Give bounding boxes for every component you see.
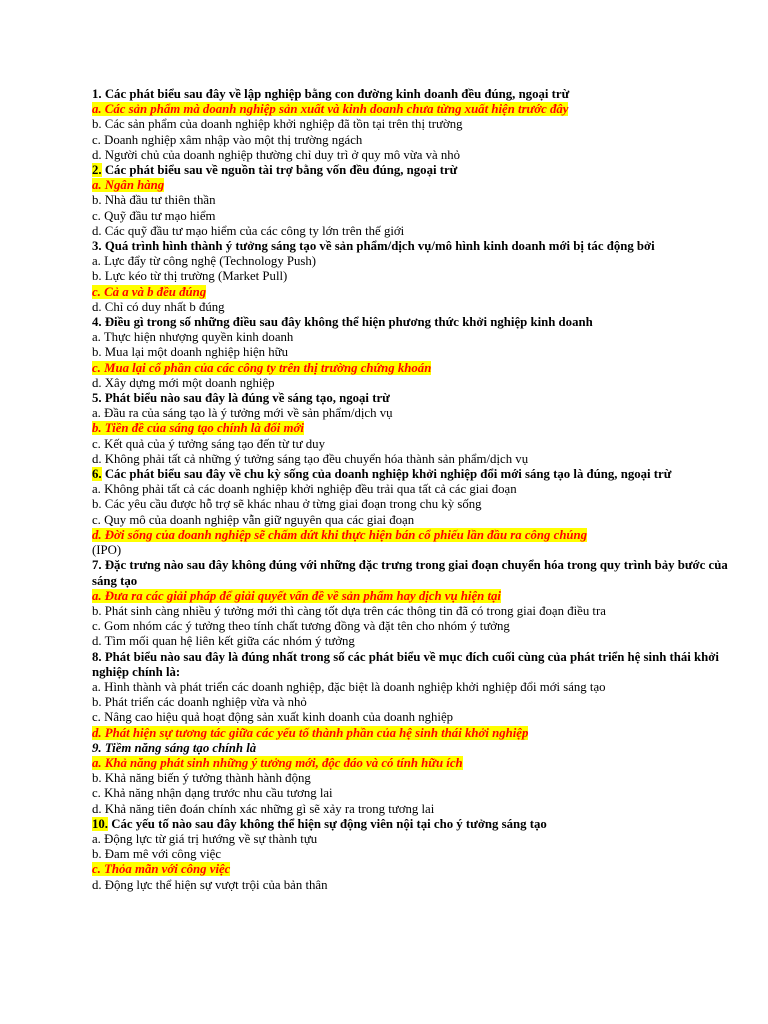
answer-option	[92, 452, 732, 467]
answer-option	[92, 254, 732, 269]
question-title	[92, 817, 732, 832]
option-text: d. Xây dựng mới một doanh nghiệp	[92, 375, 275, 390]
option-text: b. Khả năng biến ý tưởng thành hành động	[92, 771, 311, 786]
answer-option	[92, 847, 732, 862]
answer-option	[92, 117, 732, 132]
question-block	[92, 817, 732, 893]
answer-option	[92, 710, 732, 725]
question-number: 8.	[92, 649, 102, 664]
answer-option	[92, 497, 732, 512]
question-block	[92, 467, 732, 558]
answer-option	[92, 300, 732, 315]
question-title	[92, 163, 732, 178]
correct-answer-option	[92, 756, 732, 771]
option-text: c. Quy mô của doanh nghiệp vẫn giữ nguyên qua các giai đoạn	[92, 512, 415, 527]
answer-option	[92, 513, 732, 528]
question-block	[92, 558, 732, 649]
option-text: d. Không phải tất cả những ý tưởng sáng tạo đều chuyển hóa thành sản phẩm/dịch vụ	[92, 451, 529, 466]
question-number: 7.	[92, 558, 102, 573]
answer-option	[92, 482, 732, 497]
option-text: d. Đời sống của doanh nghiệp sẽ chấm dứt khi thực hiện bán cổ phiếu lần đầu ra công chúng	[92, 527, 588, 542]
correct-answer-option	[92, 726, 732, 741]
question-title	[92, 391, 732, 406]
correct-answer-option	[92, 528, 732, 543]
question-number: 2.	[92, 163, 102, 178]
option-text: a. Động lực từ giá trị hướng về sự thành tựu	[92, 831, 318, 846]
option-text: c. Cả a và b đều đúng	[92, 284, 207, 299]
question-text: Các yếu tố nào sau đây không thể hiện sự động viên nội tại cho ý tưởng sáng tạo	[111, 816, 547, 831]
correct-answer-option	[92, 361, 732, 376]
option-text: d. Các quỹ đầu tư mạo hiểm của các công ty lớn trên thế giới	[92, 223, 405, 238]
answer-option	[92, 406, 732, 421]
question-block	[92, 239, 732, 315]
question-number: 4.	[92, 315, 102, 330]
answer-option	[92, 376, 732, 391]
question-title	[92, 467, 732, 482]
question-title	[92, 650, 732, 680]
option-text: b. Phát triển các doanh nghiệp vừa và nhỏ	[92, 695, 307, 710]
answer-option	[92, 680, 732, 695]
question-block	[92, 87, 732, 163]
answer-option	[92, 802, 732, 817]
answer-option	[92, 133, 732, 148]
question-title	[92, 558, 732, 588]
question-number: 1.	[92, 87, 102, 101]
question-block	[92, 315, 732, 391]
option-text: a. Hình thành và phát triển các doanh nghiệp, đặc biệt là doanh nghiệp khởi nghiệp đổi mới sáng tạo	[92, 679, 606, 694]
option-text: b. Lực kéo từ thị trường (Market Pull)	[92, 269, 288, 284]
option-text: a. Các sản phẩm mà doanh nghiệp sản xuất và kinh doanh chưa từng xuất hiện trước đây	[92, 102, 569, 117]
option-text: c. Mua lại cổ phần của các công ty trên thị trường chứng khoán	[92, 360, 432, 375]
answer-option	[92, 224, 732, 239]
correct-answer-option	[92, 178, 732, 193]
option-text: b. Các sản phẩm của doanh nghiệp khởi nghiệp đã tồn tại trên thị trường	[92, 117, 463, 132]
option-text: a. Ngân hàng	[92, 178, 165, 193]
question-number: 10.	[92, 816, 108, 831]
option-text: d. Người chủ của doanh nghiệp thường chỉ duy trì ở quy mô vừa và nhỏ	[92, 147, 461, 162]
option-text: a. Thực hiện nhượng quyền kinh doanh	[92, 330, 294, 345]
option-text: a. Đưa ra các giải pháp để giải quyết vấn đề về sản phẩm hay dịch vụ hiện tại	[92, 588, 501, 603]
option-text: a. Lực đẩy từ công nghệ (Technology Push)	[92, 254, 317, 269]
option-text: c. Khả năng nhận dạng trước nhu cầu tương lai	[92, 786, 333, 801]
question-text: Phát biểu nào sau đây là đúng về sáng tạo, ngoại trừ	[104, 391, 390, 406]
answer-option	[92, 878, 732, 893]
answer-option	[92, 437, 732, 452]
option-text: d. Động lực thể hiện sự vượt trội của bản thân	[92, 877, 328, 892]
answer-option	[92, 269, 732, 284]
answer-option	[92, 786, 732, 801]
option-text: b. Tiền đề của sáng tạo chính là đổi mới	[92, 421, 304, 436]
option-text-continued: (IPO)	[92, 543, 122, 558]
option-text: a. Không phải tất cả các doanh nghiệp khởi nghiệp đều trải qua tất cả các giai đoạn	[92, 482, 517, 497]
question-block	[92, 741, 732, 817]
question-text: Tiềm năng sáng tạo chính là	[104, 740, 257, 755]
question-block	[92, 163, 732, 239]
question-block	[92, 650, 732, 741]
correct-answer-option	[92, 421, 732, 436]
option-text: c. Nâng cao hiệu quả hoạt động sản xuất kinh doanh của doanh nghiệp	[92, 710, 454, 725]
answer-option	[92, 193, 732, 208]
option-text: a. Khả năng phát sinh những ý tưởng mới, độc đáo và có tính hữu ích	[92, 755, 463, 770]
option-text: b. Mua lại một doanh nghiệp hiện hữu	[92, 345, 289, 360]
question-text: Các phát biểu sau về nguồn tài trợ bằng vốn đều đúng, ngoại trừ	[104, 163, 458, 178]
answer-option	[92, 771, 732, 786]
question-title	[92, 87, 732, 102]
quiz-document	[92, 87, 732, 893]
question-block	[92, 391, 732, 467]
correct-answer-option	[92, 285, 732, 300]
question-number: 5.	[92, 391, 102, 406]
question-text: Đặc trưng nào sau đây không đúng với những đặc trưng trong giai đoạn chuyển hóa trong quy trình bảy bước của sáng tạo	[92, 558, 728, 588]
question-text: Phát biểu nào sau đây là đúng nhất trong số các phát biểu về mục đích cuối cùng của phát triển hệ sinh thái khởi nghiệp chính là:	[92, 649, 719, 679]
question-number: 3.	[92, 239, 102, 254]
answer-option	[92, 604, 732, 619]
answer-option	[92, 634, 732, 649]
question-number: 9.	[92, 740, 102, 755]
option-text: c. Thỏa mãn với công việc	[92, 862, 231, 877]
answer-option	[92, 148, 732, 163]
question-title	[92, 741, 732, 756]
option-text: d. Chỉ có duy nhất b đúng	[92, 299, 225, 314]
option-text: c. Quỹ đầu tư mạo hiểm	[92, 208, 216, 223]
option-text: b. Đam mê với công việc	[92, 847, 222, 862]
correct-answer-option	[92, 589, 732, 604]
question-number: 6.	[92, 467, 102, 482]
question-text: Điều gì trong số những điều sau đây không thể hiện phương thức khởi nghiệp kinh doanh	[104, 315, 593, 330]
option-text: c. Doanh nghiệp xâm nhập vào một thị trường ngách	[92, 132, 363, 147]
option-text: c. Kết quả của ý tưởng sáng tạo đến từ tư duy	[92, 436, 325, 451]
option-text: d. Khả năng tiên đoán chính xác những gì sẽ xảy ra trong tương lai	[92, 801, 435, 816]
question-text: Các phát biểu sau đây về chu kỳ sống của doanh nghiệp khởi nghiệp đổi mới sáng tạo là đúng, ngoại trừ	[104, 467, 672, 482]
answer-option	[92, 209, 732, 224]
answer-option	[92, 695, 732, 710]
correct-answer-option	[92, 862, 732, 877]
option-text: b. Phát sinh càng nhiều ý tưởng mới thì càng tốt dựa trên các thông tin đã có trong giai đoạn điều tra	[92, 603, 606, 618]
option-text: c. Gom nhóm các ý tưởng theo tính chất tương đồng và đặt tên cho nhóm ý tưởng	[92, 619, 510, 634]
answer-option	[92, 330, 732, 345]
question-text: Quá trình hình thành ý tưởng sáng tạo về sản phẩm/dịch vụ/mô hình kinh doanh mới bị tác động bởi	[104, 239, 655, 254]
option-text: d. Phát hiện sự tương tác giữa các yếu tố thành phần của hệ sinh thái khởi nghiệp	[92, 725, 529, 740]
option-text: b. Các yêu cầu được hỗ trợ sẽ khác nhau ở từng giai đoạn trong chu kỳ sống	[92, 497, 482, 512]
question-title	[92, 315, 732, 330]
correct-answer-option	[92, 102, 732, 117]
question-text: Các phát biểu sau đây về lập nghiệp bằng con đường kinh doanh đều đúng, ngoại trừ	[104, 87, 570, 101]
question-title	[92, 239, 732, 254]
option-text: b. Nhà đầu tư thiên thần	[92, 193, 216, 208]
answer-option	[92, 619, 732, 634]
answer-option	[92, 345, 732, 360]
option-text: a. Đầu ra của sáng tạo là ý tưởng mới về sản phẩm/dịch vụ	[92, 406, 393, 421]
answer-option	[92, 832, 732, 847]
option-text: d. Tìm mối quan hệ liên kết giữa các nhóm ý tưởng	[92, 634, 355, 649]
